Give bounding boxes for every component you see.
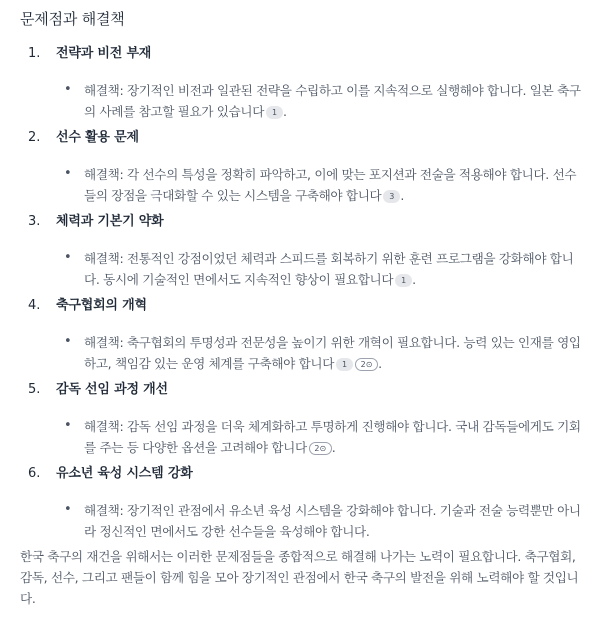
sentence-end: . — [412, 272, 416, 287]
bullet-icon: • — [64, 82, 72, 97]
bullet-icon: • — [64, 334, 72, 349]
section-title: 감독 선임 과정 개선 — [56, 382, 168, 397]
solution-text — [84, 164, 584, 206]
solution-body: 해결책: 전통적인 강점이었던 체력과 스피드를 회복하기 위한 훈련 프로그램을 강화해야 합니다. 동시에 기술적인 면에서도 지속적인 향상이 필요합니다 — [84, 251, 574, 287]
solution-body: 해결책: 축구협회의 투명성과 전문성을 높이기 위한 개혁이 필요합니다. 능력 있는 인재를 영입하고, 책임감 있는 운영 체계를 구축해야 합니다 — [84, 335, 581, 371]
bullet-icon: • — [64, 502, 72, 517]
bullet-icon: • — [64, 418, 72, 433]
solution-body: 해결책: 장기적인 비전과 일관된 전략을 수립하고 이를 지속적으로 실행해야 합니다. 일본 축구의 사례를 참고할 필요가 있습니다 — [84, 83, 581, 119]
section-title: 전략과 비전 부재 — [56, 46, 152, 61]
solution-body: 해결책: 각 선수의 특성을 정확히 파악하고, 이에 맞는 포지션과 전술을 적용해야 합니다. 선수들의 장점을 극대화할 수 있는 시스템을 구축해야 합니다 — [84, 167, 577, 203]
citation-badge[interactable]: 2⊙ — [355, 358, 378, 371]
section-number: 3. — [28, 214, 41, 229]
section-number: 2. — [28, 130, 41, 145]
sentence-end: . — [331, 440, 336, 455]
citation-badge[interactable]: 1 — [395, 274, 412, 287]
solution-body: 해결책: 장기적인 관점에서 유소년 육성 시스템을 강화해야 합니다. 기술과 전술 능력뿐만 아니라 정신적인 면에서도 강한 선수들을 육성해야 합니다. — [84, 503, 581, 539]
solution-text — [84, 500, 584, 542]
solution-text — [84, 80, 584, 122]
citation-badge[interactable]: 2⊙ — [309, 442, 332, 455]
bullet-icon: • — [64, 166, 72, 181]
citation-badge[interactable]: 1 — [336, 358, 353, 371]
section-title: 체력과 기본기 약화 — [56, 214, 164, 229]
section-number: 1. — [28, 46, 41, 61]
section-title: 선수 활용 문제 — [56, 130, 139, 145]
section-title: 축구협회의 개혁 — [56, 298, 147, 313]
solution-text — [84, 416, 584, 458]
bullet-icon: • — [64, 250, 72, 265]
section-number: 5. — [28, 382, 41, 397]
sentence-end: . — [378, 356, 382, 371]
summary-paragraph: 한국 축구의 재건을 위해서는 이러한 문제점들을 종합적으로 해결해 나가는 노력이 필요합니다. 축구협회, 감독, 선수, 그리고 팬들이 함께 힘을 모아 장기적인 관점에서 한국 축구의 발전을 위해 노력해야 할 것입니다. — [20, 549, 579, 606]
section-number: 6. — [28, 466, 41, 481]
sentence-end: . — [400, 188, 404, 203]
citation-badge[interactable]: 1 — [266, 106, 283, 119]
solution-text — [84, 248, 584, 290]
section-title: 유소년 육성 시스템 강화 — [56, 466, 193, 481]
section-number: 4. — [28, 298, 41, 313]
sentence-end: . — [283, 104, 287, 119]
solution-text — [84, 332, 584, 374]
section-heading: 문제점과 해결책 — [20, 10, 125, 28]
solution-body: 해결책: 감독 선임 과정을 더욱 체계화하고 투명하게 진행해야 합니다. 국내 감독들에게도 기회를 주는 등 다양한 옵션을 고려해야 합니다 — [84, 419, 581, 455]
citation-badge[interactable]: 3 — [383, 190, 400, 203]
